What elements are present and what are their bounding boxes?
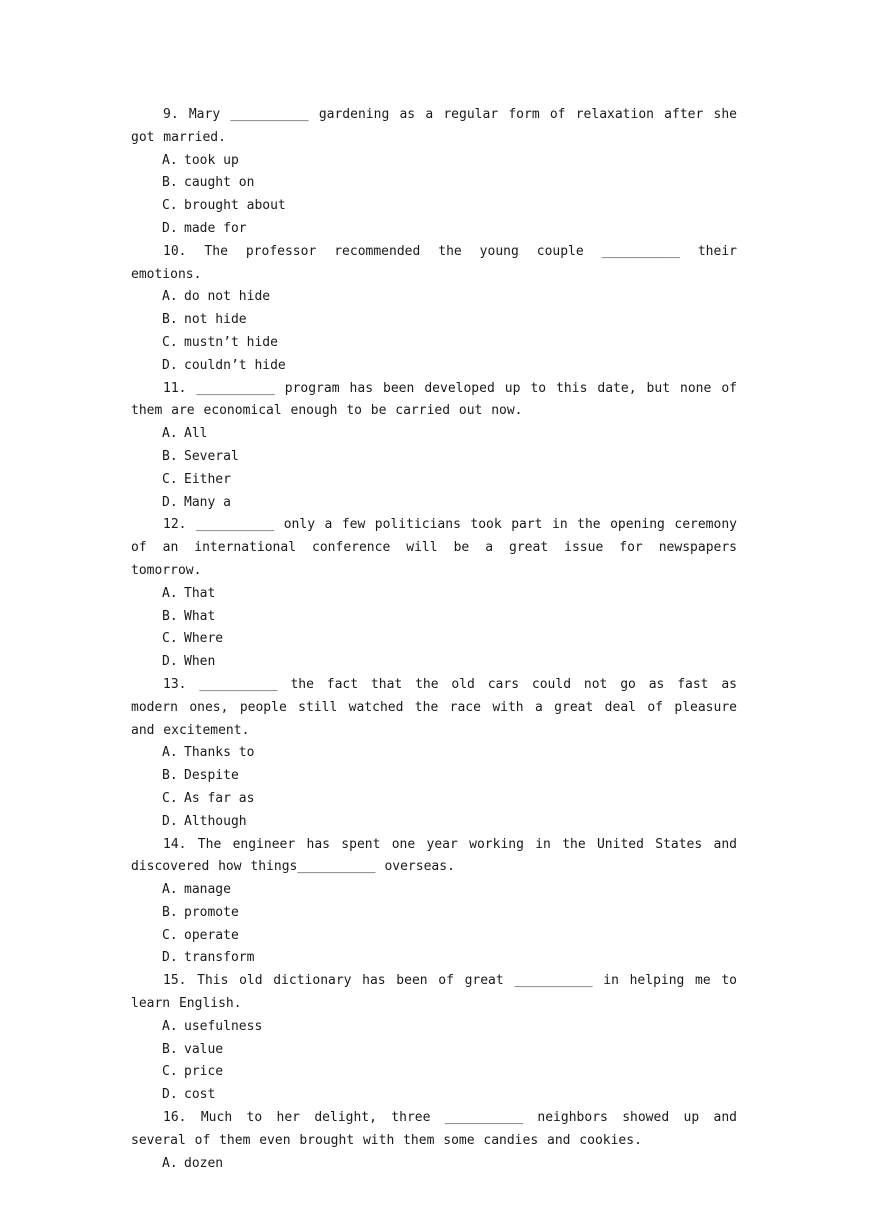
option-text: do not hide [184, 289, 271, 305]
option-letter: D. [162, 950, 178, 966]
answer-option [131, 218, 737, 241]
option-letter: C. [162, 1064, 178, 1080]
option-text: Thanks to [184, 745, 255, 761]
option-letter: A. [162, 152, 178, 168]
option-text: transform [184, 950, 255, 966]
answer-option [131, 902, 737, 925]
option-text: Either [184, 471, 231, 487]
answer-option [131, 606, 737, 629]
answer-option [131, 469, 737, 492]
option-text: All [184, 426, 208, 442]
option-letter: B. [162, 448, 178, 464]
answer-option [131, 879, 737, 902]
question-stem: 10. The professor recommended the young couple __________ their emotions. [131, 243, 737, 282]
option-text: operate [184, 927, 239, 943]
option-text: caught on [184, 175, 255, 191]
answer-option [131, 309, 737, 332]
option-letter: C. [162, 790, 178, 806]
question-stem: 13. __________ the fact that the old cars could not go as fast as modern ones, people still watched the race with a great deal of pleasure and excitement. [131, 676, 737, 738]
option-text: made for [184, 220, 247, 236]
option-letter: B. [162, 175, 178, 191]
option-letter: B. [162, 312, 178, 328]
answer-option [131, 1016, 737, 1039]
option-letter: A. [162, 426, 178, 442]
option-letter: D. [162, 654, 178, 670]
answer-option [131, 332, 737, 355]
answer-option [131, 1153, 737, 1176]
question-block [131, 514, 737, 674]
option-letter: A. [162, 1018, 178, 1034]
question-stem: 15. This old dictionary has been of great __________ in helping me to learn English. [131, 973, 737, 1012]
answer-option [131, 1039, 737, 1062]
option-letter: D. [162, 357, 178, 373]
option-letter: C. [162, 471, 178, 487]
question-stem: 11. __________ program has been developed up to this date, but none of them are economical enough to be carried out now. [131, 380, 737, 419]
option-text: cost [184, 1087, 216, 1103]
option-text: took up [184, 152, 239, 168]
option-letter: A. [162, 289, 178, 305]
option-text: value [184, 1041, 224, 1057]
option-letter: D. [162, 813, 178, 829]
answer-option [131, 1061, 737, 1084]
option-text: Despite [184, 768, 239, 784]
option-letter: A. [162, 585, 178, 601]
option-letter: B. [162, 904, 178, 920]
answer-option [131, 925, 737, 948]
answer-option [131, 286, 737, 309]
option-letter: C. [162, 198, 178, 214]
option-text: promote [184, 904, 239, 920]
option-text: As far as [184, 790, 255, 806]
answer-option [131, 765, 737, 788]
option-text: brought about [184, 198, 286, 214]
option-letter: A. [162, 745, 178, 761]
question-block [131, 970, 737, 1107]
answer-option [131, 742, 737, 765]
exam-page [131, 104, 737, 1175]
option-letter: D. [162, 494, 178, 510]
question-stem: 9. Mary __________ gardening as a regular form of relaxation after she got married. [131, 107, 737, 145]
option-text: price [184, 1064, 224, 1080]
answer-option [131, 788, 737, 811]
question-block [131, 241, 737, 378]
option-letter: C. [162, 631, 178, 647]
option-letter: B. [162, 768, 178, 784]
option-text: What [184, 608, 216, 624]
option-letter: C. [162, 927, 178, 943]
answer-option [131, 947, 737, 970]
option-letter: B. [162, 1041, 178, 1057]
answer-option [131, 172, 737, 195]
question-stem: 12. __________ only a few politicians took part in the opening ceremony of an international conference will be a great issue for newspapers tomorrow. [131, 517, 737, 578]
option-text: Where [184, 631, 224, 647]
answer-option [131, 583, 737, 606]
option-text: couldn’t hide [184, 357, 286, 373]
option-letter: D. [162, 220, 178, 236]
option-letter: C. [162, 334, 178, 350]
answer-option [131, 492, 737, 515]
answer-option [131, 811, 737, 834]
question-block [131, 1107, 737, 1175]
question-block [131, 104, 737, 241]
question-block [131, 834, 737, 971]
answer-option [131, 1084, 737, 1107]
option-text: Many a [184, 494, 231, 510]
answer-option [131, 150, 737, 173]
answer-option [131, 423, 737, 446]
option-letter: A. [162, 1155, 178, 1171]
option-text: manage [184, 882, 231, 898]
answer-option [131, 628, 737, 651]
answer-option [131, 446, 737, 469]
option-letter: D. [162, 1087, 178, 1103]
question-stem: 16. Much to her delight, three __________ neighbors showed up and several of them even brought with them some candies and cookies. [131, 1110, 737, 1148]
option-text: Several [184, 448, 239, 464]
question-block [131, 378, 737, 515]
answer-option [131, 195, 737, 218]
option-text: Although [184, 813, 247, 829]
option-text: usefulness [184, 1018, 263, 1034]
question-block [131, 674, 737, 834]
question-stem: 14. The engineer has spent one year working in the United States and discovered how things__________ overseas. [131, 836, 737, 875]
option-text: not hide [184, 312, 247, 328]
option-letter: A. [162, 882, 178, 898]
option-text: dozen [184, 1155, 224, 1171]
option-text: When [184, 654, 216, 670]
option-letter: B. [162, 608, 178, 624]
answer-option [131, 355, 737, 378]
option-text: That [184, 585, 216, 601]
answer-option [131, 651, 737, 674]
option-text: mustn’t hide [184, 334, 278, 350]
